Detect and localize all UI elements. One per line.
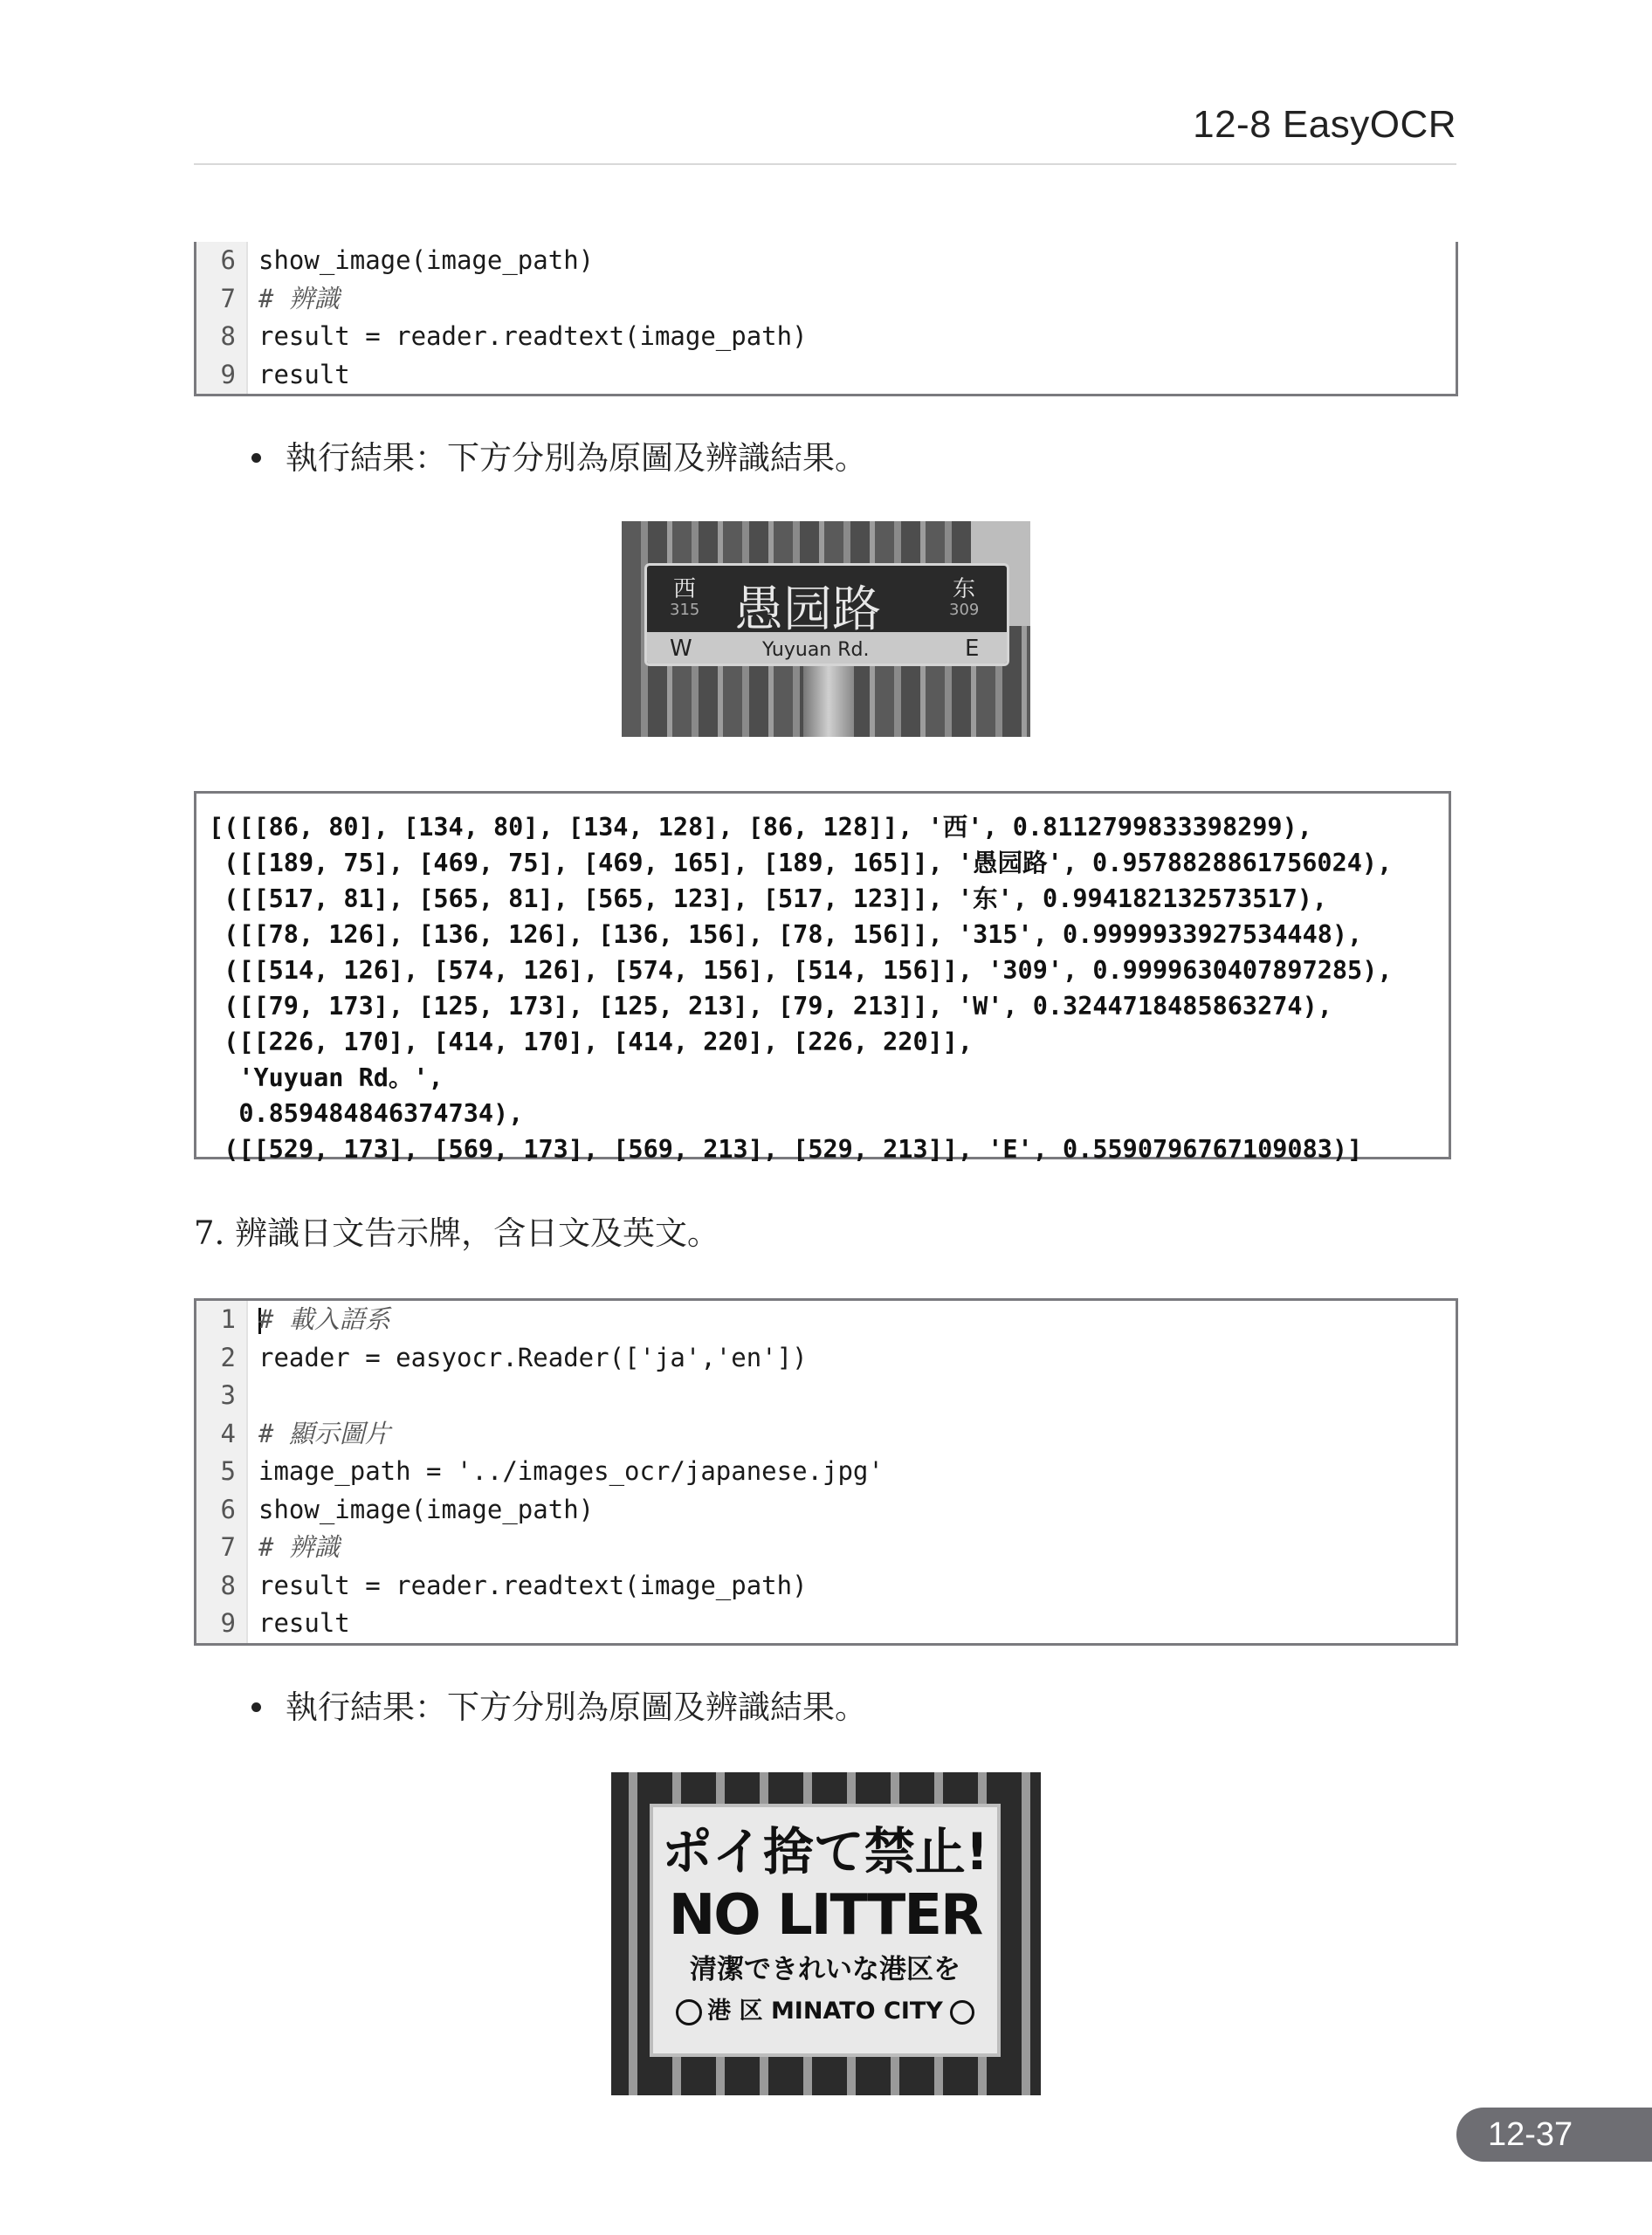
code-comment [248, 1301, 390, 1339]
code-line [196, 1567, 1456, 1606]
city-emblem-icon [676, 1999, 702, 2025]
bullet-item [251, 431, 867, 478]
code-comment: # 辨識 [258, 1532, 340, 1562]
sign-post [803, 661, 854, 737]
output-line: [([[86, 80], [134, 80], [134, 128], [86, 128]], '西', 0.8112799833398299), [209, 813, 1312, 842]
fence-rail [629, 1772, 637, 2095]
no-litter-sign-photo [611, 1772, 1041, 2095]
no-litter-sign [650, 1804, 1001, 2057]
line-number: 3 [196, 1377, 248, 1415]
street-sign [644, 563, 1009, 666]
code-line [196, 1301, 1456, 1339]
bullet-text: 執行結果：下方分別為原圖及辨識結果。 [286, 439, 867, 477]
sign-east: E [965, 636, 980, 662]
line-number: 9 [196, 356, 248, 395]
numbered-item-7: 7. 辨識日文告示牌，含日文及英文。 [194, 1214, 720, 1252]
code-line [196, 242, 1456, 280]
bullet-dot [251, 453, 261, 463]
code-text: result = reader.readtext(image_path) [258, 1570, 808, 1600]
sign-left-char: 西 [673, 576, 697, 602]
line-number: 6 [196, 1491, 248, 1530]
code-text: reader = easyocr.Reader(['ja','en']) [258, 1342, 808, 1372]
output-line: ([[78, 126], [136, 126], [136, 156], [78, 156]], '315', 0.9999933927534448), [209, 920, 1363, 949]
line-number: 2 [196, 1339, 248, 1378]
code-line [196, 280, 1456, 319]
code-text: show_image(image_path) [258, 245, 595, 275]
fence-rail [1022, 1772, 1030, 2095]
sign-japanese-title: ポイ捨て禁止! [661, 1822, 989, 1881]
street-sign-photo [622, 521, 1030, 737]
code-comment-text: # 載入語系 [258, 1304, 390, 1334]
code-comment: # 辨識 [258, 283, 340, 313]
city-mark-icon [950, 2000, 974, 2025]
bullet-dot [251, 1702, 261, 1712]
sign-english-title: NO LITTER [668, 1883, 982, 1948]
output-line: ([[79, 173], [125, 173], [125, 213], [79, 213]], 'W', 0.3244718485863274), [209, 992, 1332, 1021]
code-comment: # 顯示圖片 [258, 1418, 390, 1448]
sign-city-line [653, 1992, 997, 2031]
code-text: result [258, 359, 350, 389]
bullet-item [251, 1681, 867, 1728]
ocr-output-block [194, 791, 1451, 1164]
code-line [196, 1415, 1456, 1454]
code-line [196, 356, 1456, 395]
sign-japanese-subtitle: 清潔できれいな港区を [690, 1954, 960, 1985]
code-text: image_path = '../images_ocr/japanese.jpg' [258, 1456, 884, 1486]
code-line [196, 1339, 1456, 1378]
line-number: 8 [196, 318, 248, 356]
code-line [196, 1453, 1456, 1491]
line-number: 7 [196, 280, 248, 319]
sign-main-text: 愚园路 [734, 581, 881, 638]
sign-road-name: Yuyuan Rd. [762, 639, 870, 661]
bullet-text: 執行結果：下方分別為原圖及辨識結果。 [286, 1688, 867, 1726]
line-number: 7 [196, 1529, 248, 1567]
output-line: 0.859484846374734), [209, 1099, 524, 1128]
sign-right-char: 东 [953, 576, 976, 602]
code-block-2 [194, 1298, 1458, 1646]
code-text: result = reader.readtext(image_path) [258, 321, 808, 351]
output-line: ([[517, 81], [565, 81], [565, 123], [517, 123]], '东', 0.994182132573517), [209, 884, 1328, 913]
line-number: 4 [196, 1415, 248, 1454]
running-header: 12-8 EasyOCR [1193, 103, 1456, 146]
code-text: result [258, 1608, 350, 1638]
output-line: ([[529, 173], [569, 173], [569, 213], [529, 213]], 'E', 0.5590796767109083)] [209, 1135, 1363, 1164]
page-number-tab [1456, 2108, 1652, 2162]
sign-left-num: 315 [670, 601, 700, 619]
line-number: 6 [196, 242, 248, 280]
line-number: 5 [196, 1453, 248, 1491]
output-line: ([[189, 75], [469, 75], [469, 165], [189, 165]], '愚园路', 0.9578828861756024), [209, 849, 1393, 877]
code-text [248, 1377, 258, 1415]
code-text: show_image(image_path) [258, 1494, 595, 1524]
code-line [196, 1529, 1456, 1567]
output-line: 'Yuyuan Rd。', [209, 1063, 444, 1092]
output-line: ([[226, 170], [414, 170], [414, 220], [226, 220]], [209, 1028, 974, 1056]
output-line: ([[514, 126], [574, 126], [574, 156], [514, 156]], '309', 0.9999630407897285), [209, 956, 1393, 985]
code-line [196, 1605, 1456, 1643]
page-number: 12-37 [1488, 2116, 1573, 2153]
line-number: 8 [196, 1567, 248, 1606]
code-line [196, 1377, 1456, 1415]
header-divider [194, 163, 1456, 165]
sign-west: W [670, 636, 692, 662]
sign-right-num: 309 [949, 601, 980, 619]
line-number: 1 [196, 1301, 248, 1339]
code-line [196, 1491, 1456, 1530]
line-number: 9 [196, 1605, 248, 1643]
code-block-1 [194, 242, 1458, 396]
sign-city-text: 港 区 MINATO CITY [707, 1998, 943, 2025]
code-line [196, 318, 1456, 356]
